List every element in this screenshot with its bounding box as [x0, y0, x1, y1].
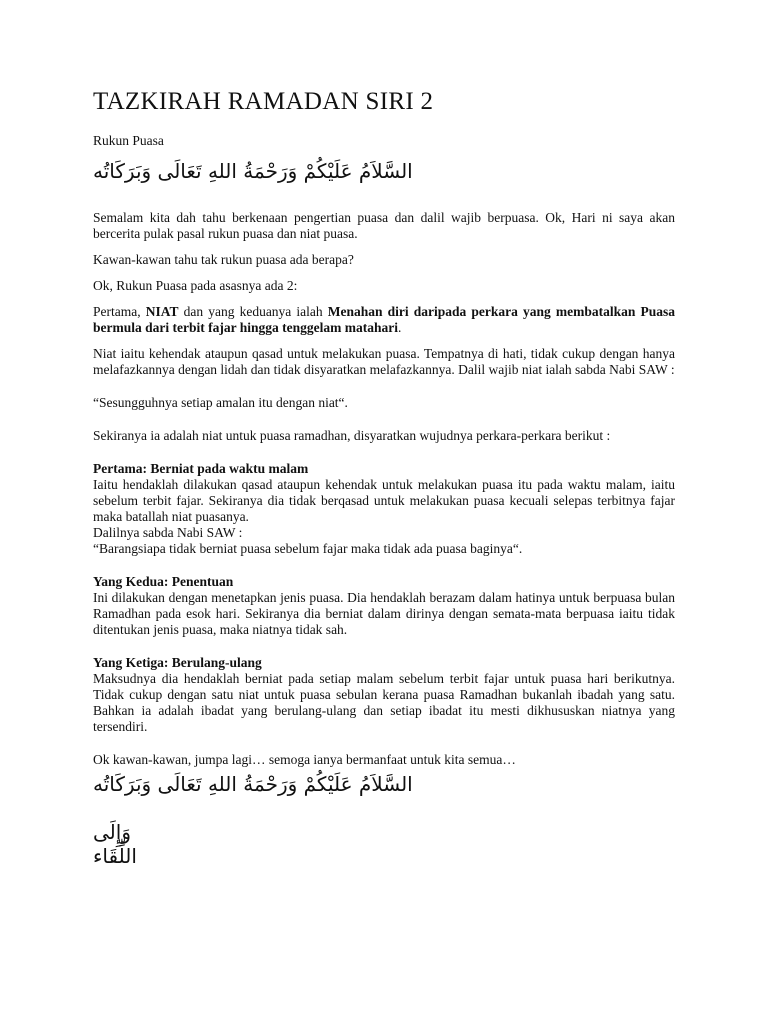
text-menahan-diri: Menahan diri daripada perkara yang membatalkan Puasa bermula dari terbit fajar hingga tenggelam matahari: [93, 304, 676, 335]
text-keduanya: dan yang keduanya ialah: [178, 304, 328, 319]
paragraph-niat-definition: Niat iaitu kehendak ataupun qasad untuk melakukan puasa. Tempatnya di hati, tidak cukup dengan hanya melafazkannya dengan lidah dan tidak disyaratkan melafazkannya. Dalil wajib niat ialah sabda Nabi SAW :: [93, 346, 675, 377]
page-title: TAZKIRAH RAMADAN SIRI 2: [93, 88, 434, 115]
section-body-pertama: Iaitu hendaklah dilakukan qasad ataupun kehendak untuk melakukan puasa itu pada waktu malam, iaitu sebelum terbit fajar. Sekiranya dia tidak berqasad untuk melakukan puasa kecuali selepas terbitnya fajar maka batallah niat puasanya.: [93, 477, 675, 524]
section-heading-pertama: [93, 461, 675, 477]
subtitle: Rukun Puasa: [93, 133, 164, 148]
text-pertama: Pertama,: [93, 304, 146, 319]
paragraph-rukun-list: [93, 304, 675, 336]
section-heading-kedua: [93, 574, 675, 590]
section-heading-kedua-text: Yang Kedua: Penentuan: [93, 574, 234, 589]
paragraph-syarat: Sekiranya ia adalah niat untuk puasa ramadhan, disyaratkan wujudnya perkara-perkara berikut :: [93, 428, 611, 443]
paragraph-closing: Ok kawan-kawan, jumpa lagi… semoga ianya bermanfaat untuk kita semua…: [93, 752, 516, 767]
paragraph-rukun-count: Ok, Rukun Puasa pada asasnya ada 2:: [93, 278, 298, 293]
arabic-farewell: وَإِلَى اللِّقَاء: [93, 820, 137, 868]
document-page: [93, 88, 675, 868]
arabic-greeting-closing: السَّلاَمُ عَلَيْكُمْ وَرَحْمَةُ اللهِ تَعَالَى وَبَرَكَاتُه: [93, 772, 413, 796]
quote-hadith-fajar: “Barangsiapa tidak berniat puasa sebelum fajar maka tidak ada puasa baginya“.: [93, 541, 523, 556]
paragraph-intro: Semalam kita dah tahu berkenaan pengertian puasa dan dalil wajib berpuasa. Ok, Hari ni saya akan bercerita pulak pasal rukun puasa dan niat puasa.: [93, 210, 675, 241]
section-heading-ketiga: [93, 655, 675, 671]
section-heading-ketiga-text: Yang Ketiga: Berulang-ulang: [93, 655, 262, 670]
text-niat: NIAT: [145, 304, 179, 319]
quote-hadith-niat: “Sesungguhnya setiap amalan itu dengan niat“.: [93, 395, 348, 410]
text-period: .: [397, 320, 402, 335]
section-body-kedua: Ini dilakukan dengan menetapkan jenis puasa. Dia hendaklah berazam dalam hatinya untuk berpuasa bulan Ramadhan pada esok hari. Sekiranya dia berniat dalam dirinya dengan semata-mata berpuasa iaitu tidak ditentukan jenis puasa, maka niatnya tidak sah.: [93, 590, 675, 637]
section-dalil-pertama: Dalilnya sabda Nabi SAW :: [93, 525, 243, 540]
paragraph-question: Kawan-kawan tahu tak rukun puasa ada berapa?: [93, 252, 354, 267]
section-body-ketiga: Maksudnya dia hendaklah berniat pada setiap malam sebelum terbit fajar untuk puasa hari berikutnya. Tidak cukup dengan satu niat untuk puasa sebulan kerana puasa Ramadhan bukanlah ibadah yang satu. Bahkan ia adalah ibadat yang berulang-ulang dan setiap ibadat itu mesti dikhususkan niatnya yang tersendiri.: [93, 671, 675, 734]
arabic-greeting: السَّلاَمُ عَلَيْكُمْ وَرَحْمَةُ اللهِ تَعَالَى وَبَرَكَاتُه: [93, 159, 413, 183]
section-heading-pertama-text: Pertama: Berniat pada waktu malam: [93, 461, 309, 476]
